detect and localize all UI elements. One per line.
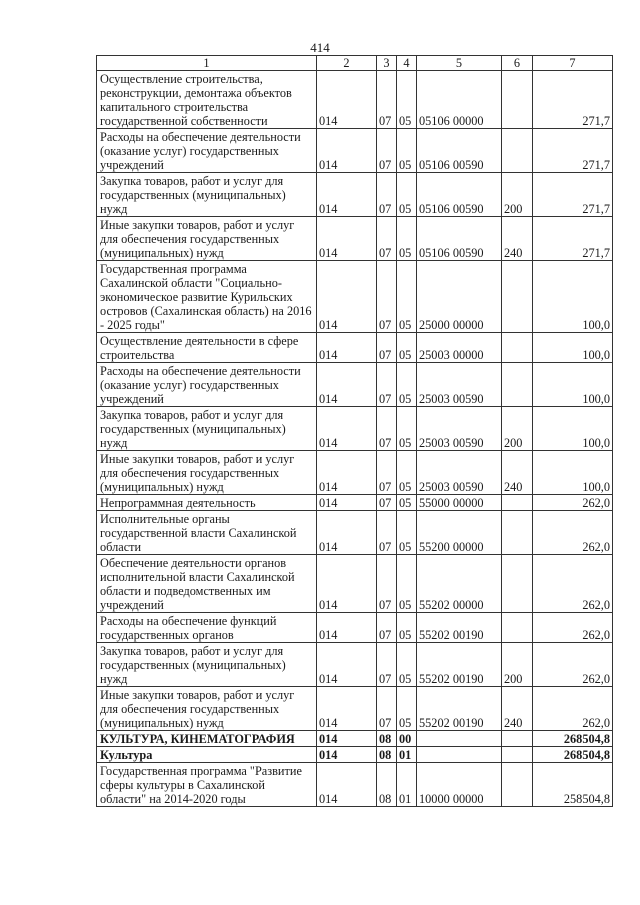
expense-type-cell: 240 <box>502 451 533 495</box>
amount-cell: 262,0 <box>533 495 613 511</box>
amount-cell: 271,7 <box>533 173 613 217</box>
section-cell: 07 <box>377 495 397 511</box>
row-name-cell: Закупка товаров, работ и услуг для государственных (муниципальных) нужд <box>97 643 317 687</box>
row-name-cell: Расходы на обеспечение деятельности (оказание услуг) государственных учреждений <box>97 363 317 407</box>
header-cell: 5 <box>417 56 502 71</box>
page-number: 414 <box>310 40 330 55</box>
target-article-cell <box>417 731 502 747</box>
target-article-cell: 25003 00000 <box>417 333 502 363</box>
admin-code-cell: 014 <box>317 555 377 613</box>
section-cell: 07 <box>377 129 397 173</box>
table-row <box>97 261 613 333</box>
admin-code-cell: 014 <box>317 613 377 643</box>
section-cell: 07 <box>377 687 397 731</box>
table-row <box>97 687 613 731</box>
table-row <box>97 643 613 687</box>
table-row <box>97 495 613 511</box>
row-name-cell: Закупка товаров, работ и услуг для государственных (муниципальных) нужд <box>97 173 317 217</box>
header-cell: 1 <box>97 56 317 71</box>
expense-type-cell: 200 <box>502 173 533 217</box>
section-cell: 07 <box>377 173 397 217</box>
subsection-cell: 05 <box>397 217 417 261</box>
expense-type-cell <box>502 511 533 555</box>
section-cell: 08 <box>377 763 397 807</box>
row-name-cell: Осуществление деятельности в сфере строительства <box>97 333 317 363</box>
target-article-cell: 25000 00000 <box>417 261 502 333</box>
target-article-cell: 55202 00190 <box>417 613 502 643</box>
amount-cell: 258504,8 <box>533 763 613 807</box>
table-row <box>97 613 613 643</box>
row-name-cell: Расходы на обеспечение функций государственных органов <box>97 613 317 643</box>
row-name-cell: Иные закупки товаров, работ и услуг для обеспечения государственных (муниципальных) нужд <box>97 687 317 731</box>
admin-code-cell: 014 <box>317 495 377 511</box>
subsection-cell: 05 <box>397 643 417 687</box>
table-row <box>97 173 613 217</box>
target-article-cell: 05106 00590 <box>417 129 502 173</box>
section-cell: 07 <box>377 363 397 407</box>
row-name-cell: Исполнительные органы государственной власти Сахалинской области <box>97 511 317 555</box>
amount-cell: 100,0 <box>533 363 613 407</box>
row-name-cell: Непрограммная деятельность <box>97 495 317 511</box>
subsection-cell: 05 <box>397 129 417 173</box>
target-article-cell: 25003 00590 <box>417 407 502 451</box>
row-name-cell: Государственная программа Сахалинской области "Социально-экономическое развитие Курильских островов (Сахалинская область) на 2016 - 2025 годы" <box>97 261 317 333</box>
amount-cell: 262,0 <box>533 643 613 687</box>
row-name-cell: Закупка товаров, работ и услуг для государственных (муниципальных) нужд <box>97 407 317 451</box>
header-cell: 2 <box>317 56 377 71</box>
expense-type-cell: 200 <box>502 643 533 687</box>
target-article-cell: 55200 00000 <box>417 511 502 555</box>
expense-type-cell <box>502 129 533 173</box>
row-name-cell: Государственная программа "Развитие сферы культуры в Сахалинской области" на 2014-2020 годы <box>97 763 317 807</box>
amount-cell: 262,0 <box>533 613 613 643</box>
amount-cell: 271,7 <box>533 217 613 261</box>
subsection-cell: 05 <box>397 261 417 333</box>
row-name-cell: Иные закупки товаров, работ и услуг для обеспечения государственных (муниципальных) нужд <box>97 217 317 261</box>
subsection-cell: 05 <box>397 495 417 511</box>
admin-code-cell: 014 <box>317 511 377 555</box>
admin-code-cell: 014 <box>317 687 377 731</box>
admin-code-cell: 014 <box>317 763 377 807</box>
table-row <box>97 747 613 763</box>
subsection-cell: 01 <box>397 763 417 807</box>
expense-type-cell: 240 <box>502 687 533 731</box>
target-article-cell: 55202 00190 <box>417 687 502 731</box>
section-cell: 07 <box>377 555 397 613</box>
row-name-cell: Культура <box>97 747 317 763</box>
amount-cell: 100,0 <box>533 407 613 451</box>
admin-code-cell: 014 <box>317 643 377 687</box>
expense-type-cell <box>502 495 533 511</box>
target-article-cell: 55202 00000 <box>417 555 502 613</box>
target-article-cell: 05106 00000 <box>417 71 502 129</box>
subsection-cell: 05 <box>397 173 417 217</box>
expense-type-cell <box>502 261 533 333</box>
subsection-cell: 05 <box>397 451 417 495</box>
table-row <box>97 451 613 495</box>
table-row <box>97 731 613 747</box>
header-cell: 4 <box>397 56 417 71</box>
expense-type-cell <box>502 333 533 363</box>
section-cell: 07 <box>377 643 397 687</box>
admin-code-cell: 014 <box>317 71 377 129</box>
admin-code-cell: 014 <box>317 333 377 363</box>
admin-code-cell: 014 <box>317 747 377 763</box>
amount-cell: 268504,8 <box>533 747 613 763</box>
table-row <box>97 763 613 807</box>
target-article-cell: 25003 00590 <box>417 363 502 407</box>
subsection-cell: 01 <box>397 747 417 763</box>
amount-cell: 262,0 <box>533 687 613 731</box>
amount-cell: 262,0 <box>533 511 613 555</box>
subsection-cell: 05 <box>397 555 417 613</box>
target-article-cell: 05106 00590 <box>417 173 502 217</box>
section-cell: 07 <box>377 217 397 261</box>
expense-type-cell <box>502 731 533 747</box>
expense-type-cell <box>502 763 533 807</box>
table-row <box>97 555 613 613</box>
admin-code-cell: 014 <box>317 261 377 333</box>
admin-code-cell: 014 <box>317 731 377 747</box>
subsection-cell: 05 <box>397 613 417 643</box>
header-row <box>97 56 613 71</box>
header-cell: 3 <box>377 56 397 71</box>
amount-cell: 271,7 <box>533 71 613 129</box>
admin-code-cell: 014 <box>317 129 377 173</box>
table-row <box>97 217 613 261</box>
target-article-cell: 55202 00190 <box>417 643 502 687</box>
header-cell: 7 <box>533 56 613 71</box>
row-name-cell: Осуществление строительства, реконструкции, демонтажа объектов капитального строительства государственной собственности <box>97 71 317 129</box>
section-cell: 07 <box>377 613 397 643</box>
section-cell: 08 <box>377 731 397 747</box>
section-cell: 07 <box>377 451 397 495</box>
amount-cell: 268504,8 <box>533 731 613 747</box>
expense-type-cell <box>502 613 533 643</box>
section-cell: 07 <box>377 407 397 451</box>
amount-cell: 262,0 <box>533 555 613 613</box>
target-article-cell: 55000 00000 <box>417 495 502 511</box>
subsection-cell: 05 <box>397 333 417 363</box>
row-name-cell: Обеспечение деятельности органов исполнительной власти Сахалинской области и подведомственных им учреждений <box>97 555 317 613</box>
row-name-cell: Расходы на обеспечение деятельности (оказание услуг) государственных учреждений <box>97 129 317 173</box>
table-row <box>97 407 613 451</box>
amount-cell: 271,7 <box>533 129 613 173</box>
target-article-cell: 25003 00590 <box>417 451 502 495</box>
amount-cell: 100,0 <box>533 261 613 333</box>
admin-code-cell: 014 <box>317 363 377 407</box>
subsection-cell: 05 <box>397 71 417 129</box>
table-row <box>97 511 613 555</box>
budget-table <box>96 55 613 807</box>
header-cell: 6 <box>502 56 533 71</box>
admin-code-cell: 014 <box>317 407 377 451</box>
target-article-cell: 05106 00590 <box>417 217 502 261</box>
table-row <box>97 71 613 129</box>
expense-type-cell <box>502 71 533 129</box>
expense-type-cell <box>502 363 533 407</box>
row-name-cell: Иные закупки товаров, работ и услуг для обеспечения государственных (муниципальных) нужд <box>97 451 317 495</box>
admin-code-cell: 014 <box>317 173 377 217</box>
expense-type-cell <box>502 555 533 613</box>
table-row <box>97 363 613 407</box>
subsection-cell: 05 <box>397 687 417 731</box>
expense-type-cell: 240 <box>502 217 533 261</box>
expense-type-cell: 200 <box>502 407 533 451</box>
subsection-cell: 05 <box>397 363 417 407</box>
section-cell: 08 <box>377 747 397 763</box>
row-name-cell: КУЛЬТУРА, КИНЕМАТОГРАФИЯ <box>97 731 317 747</box>
table-row <box>97 333 613 363</box>
admin-code-cell: 014 <box>317 217 377 261</box>
amount-cell: 100,0 <box>533 333 613 363</box>
subsection-cell: 05 <box>397 407 417 451</box>
section-cell: 07 <box>377 511 397 555</box>
table-row <box>97 129 613 173</box>
target-article-cell: 10000 00000 <box>417 763 502 807</box>
subsection-cell: 05 <box>397 511 417 555</box>
admin-code-cell: 014 <box>317 451 377 495</box>
section-cell: 07 <box>377 71 397 129</box>
section-cell: 07 <box>377 261 397 333</box>
amount-cell: 100,0 <box>533 451 613 495</box>
expense-type-cell <box>502 747 533 763</box>
target-article-cell <box>417 747 502 763</box>
section-cell: 07 <box>377 333 397 363</box>
subsection-cell: 00 <box>397 731 417 747</box>
